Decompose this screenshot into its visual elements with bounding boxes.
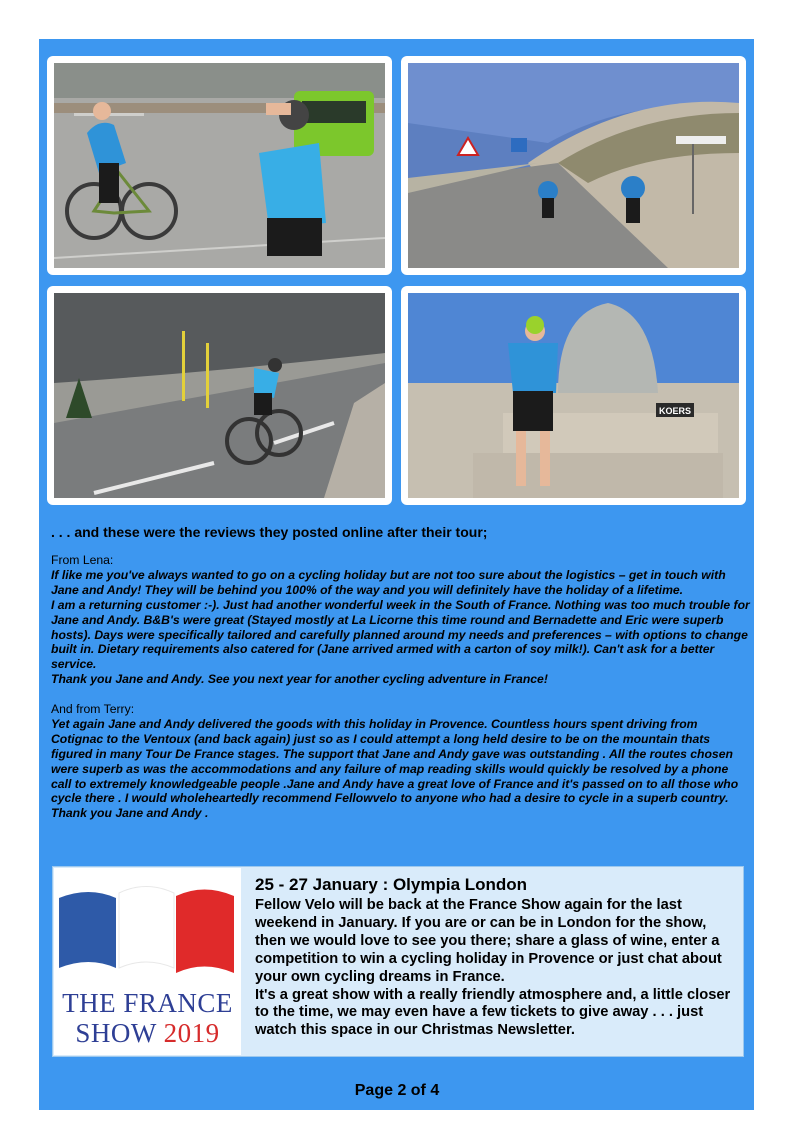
- reviews-block: [51, 553, 751, 821]
- review-terry-p1: Yet again Jane and Andy delivered the goods with this holiday in Provence. Countless hours spent driving from Cotignac to the Ventoux (and back again) just so as I could attempt a long held desire to be on the mountain thats figured in many Tour De France stages. The support that Jane and Andy gave was outstanding . All the routes chosen were superb as was the accommodations and any failure of map reading skills would quickly be resolved by a phone call to extremely knowledgeable people .Jane and Andy have a great love of France and it's passed on to all those who cycle there . I would wholeheartedly recommend Fellowvelo to anyone who had a desire to cycle in a superb country.: [51, 716, 739, 806]
- photo-4-image: [408, 293, 739, 498]
- show-paragraph-1: Fellow Velo will be back at the France Show again for the last weekend in January. If you are or can be in London for the show, then we would love to see you there; share a glass of wine, enter a competition to win a cycling holiday in Provence or just chat about your own cycling dreams in France.: [255, 897, 722, 985]
- show-heading: 25 - 27 January : Olympia London: [255, 875, 528, 894]
- logo-line-1: THE FRANCE: [62, 988, 233, 1018]
- summit-sign: KOERS: [659, 406, 692, 416]
- photo-summit-monument: [401, 286, 746, 505]
- logo-year: 2019: [163, 1018, 220, 1048]
- show-paragraph-2: It's a great show with a really friendly atmosphere and, a little closer to the time, we may even have a few tickets to give away . . . just watch this space in our Christmas Newsletter.: [255, 986, 731, 1039]
- review-lena-p1: If like me you've always wanted to go on a cycling holiday but are not too sure about the logistics – get in touch with Jane and Andy! They will be behind you 100% of the way and you will definitely have the holiday of a lifetime.: [51, 567, 726, 597]
- photo-3-image: [54, 293, 385, 498]
- photo-2-image: [408, 63, 739, 268]
- review-lena-p3: Thank you Jane and Andy. See you next year for another cycling adventure in France!: [51, 672, 548, 687]
- review-terry-p2: Thank you Jane and Andy .: [51, 806, 209, 821]
- review-lena-author: From Lena:: [51, 553, 114, 567]
- flag-ribbon-icon: [54, 868, 241, 988]
- logo-show-word: SHOW: [75, 1018, 157, 1048]
- photo-1-image: [54, 63, 385, 268]
- france-show-box: [52, 866, 744, 1057]
- review-terry-author: And from Terry:: [51, 702, 135, 717]
- review-spacer: [51, 687, 751, 702]
- page-number: Page 2 of 4: [354, 1082, 440, 1099]
- logo-line-2: [54, 1018, 241, 1049]
- france-show-logo: [54, 868, 241, 1055]
- photo-cyclist-photographer: [47, 56, 392, 275]
- photo-cyclists-climbing: [401, 56, 746, 275]
- review-lena-p2: I am a returning customer :-). Just had another wonderful week in the South of France. Nothing was too much trouble for Jane and Andy. B&B's were great (Stayed mostly at La Licorne this time round and Bernadette and Eric were superb hosts). Days were specifically tailored and carefully planned around my needs and preferences – with options to change built in. Dietary requirements also catered for (Jane arrived armed with a carton of soy milk!). Can't ask for a better service.: [51, 597, 750, 672]
- reviews-intro: . . . and these were the reviews they posted online after their tour;: [51, 524, 488, 540]
- photo-cyclist-road: [47, 286, 392, 505]
- show-body: [255, 897, 740, 1040]
